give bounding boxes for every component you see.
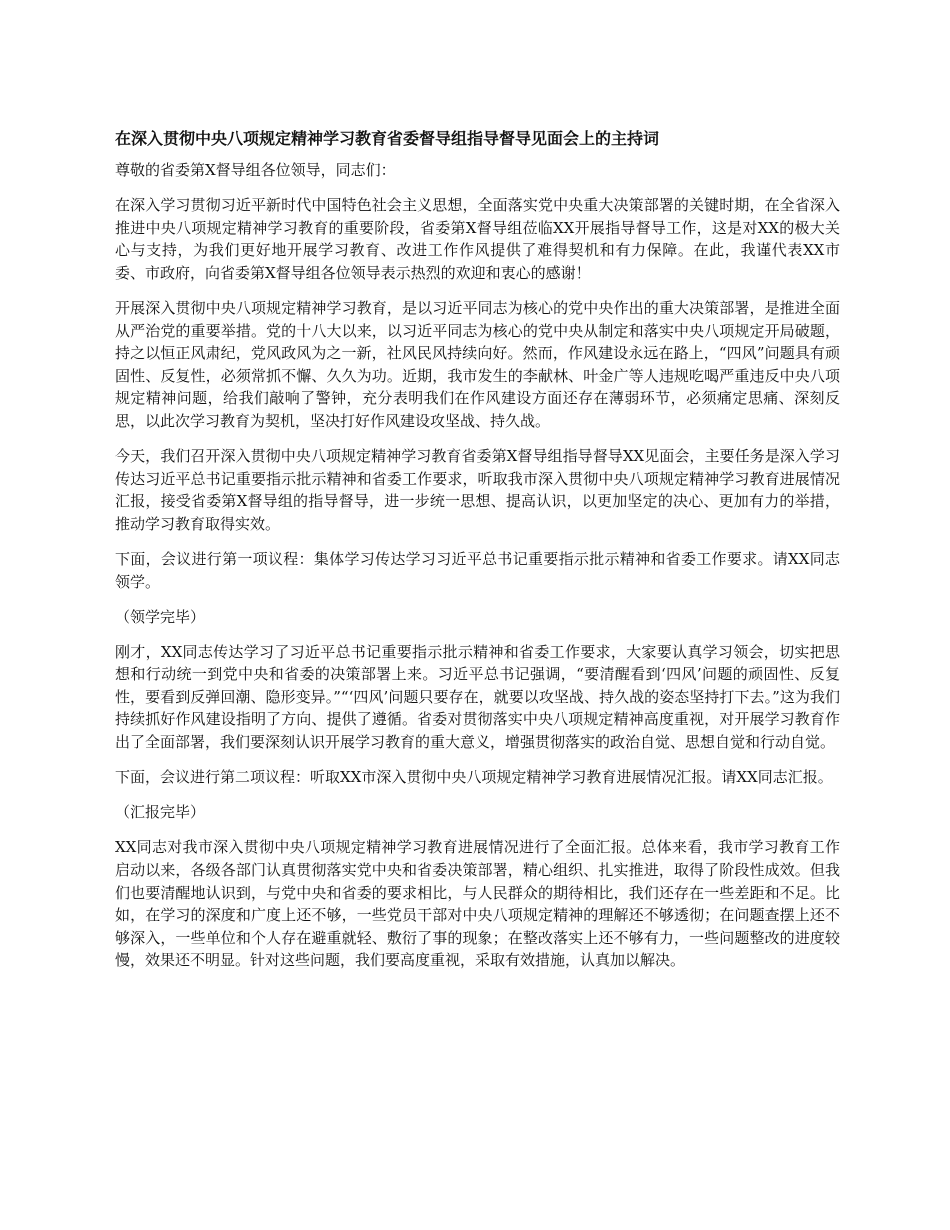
paragraph-report-finished: （汇报完毕）: [115, 803, 206, 822]
paragraph-study-finished: （领学完毕）: [115, 607, 206, 626]
paragraph-agenda-item-2: 下面，会议进行第二项议程：听取XX市深入贯彻中央八项规定精神学习教育进展情况汇报。请XX同志汇报。: [115, 768, 833, 787]
paragraph-agenda-item-1: 下面，会议进行第一项议程：集体学习传达学习习近平总书记重要指示批示精神和省委工作要求。请XX同志领学。: [115, 549, 840, 591]
paragraph-study-summary: 刚才，XX同志传达学习了习近平总书记重要指示批示精神和省委工作要求，大家要认真学习领会，切实把思想和行动统一到党中央和省委的决策部署上来。习近平总书记强调，“要清醒看到‘四风’问题的顽固性、反复性，要看到反弹回潮、隐形变异。”“‘四风’问题只要存在，就要以攻坚战、持久战的姿态坚持打下去。”这为我们持续抓好作风建设指明了方向、提供了遵循。省委对贯彻落实中央八项规定精神高度重视，对开展学习教育作出了全面部署，我们要深刻认识开展学习教育的重大意义，增强贯彻落实的政治自觉、思想自觉和行动自觉。: [115, 642, 840, 752]
paragraph-welcome: 在深入学习贯彻习近平新时代中国特色社会主义思想，全面落实党中央重大决策部署的关键时期，在全省深入推进中央八项规定精神学习教育的重要阶段，省委第X督导组莅临XX开展指导督导工作，这是对XX的极大关心与支持，为我们更好地开展学习教育、改进工作作风提供了难得契机和有力保障。在此，我谨代表XX市委、市政府，向省委第X督导组各位领导表示热烈的欢迎和衷心的感谢！: [115, 196, 840, 282]
greeting: 尊敬的省委第X督导组各位领导，同志们：: [115, 161, 396, 179]
document-title: 在深入贯彻中央八项规定精神学习教育省委督导组指导督导见面会上的主持词: [115, 129, 660, 148]
paragraph-significance: 开展深入贯彻中央八项规定精神学习教育，是以习近平同志为核心的党中央作出的重大决策部署，是推进全面从严治党的重要举措。党的十八大以来，以习近平同志为核心的党中央从制定和落实中央八项规定开局破题，持之以恒正风肃纪，党风政风为之一新，社风民风持续向好。然而，作风建设永远在路上，“四风”问题具有顽固性、反复性，必须常抓不懈、久久为功。近期，我市发生的李献林、叶金广等人违规吃喝严重违反中央八项规定精神问题，给我们敲响了警钟，充分表明我们在作风建设方面还存在薄弱环节，必须痛定思痛、深刻反思，以此次学习教育为契机，坚决打好作风建设攻坚战、持久战。: [115, 298, 840, 430]
document-page: [115, 128, 840, 984]
paragraph-meeting-task: 今天，我们召开深入贯彻中央八项规定精神学习教育省委第X督导组指导督导XX见面会，主要任务是深入学习传达习近平总书记重要指示批示精神和省委工作要求，听取我市深入贯彻中央八项规定精神学习教育进展情况汇报，接受省委第X督导组的指导督导，进一步统一思想、提高认识，以更加坚定的决心、更加有力的举措，推动学习教育取得实效。: [115, 447, 840, 533]
paragraph-report-summary: XX同志对我市深入贯彻中央八项规定精神学习教育进展情况进行了全面汇报。总体来看，我市学习教育工作启动以来，各级各部门认真贯彻落实党中央和省委决策部署，精心组织、扎实推进，取得了阶段性成效。但我们也要清醒地认识到，与党中央和省委的要求相比，与人民群众的期待相比，我们还存在一些差距和不足。比如，在学习的深度和广度上还不够，一些党员干部对中央八项规定精神的理解还不够透彻；在问题查摆上还不够深入，一些单位和个人存在避重就轻、敷衍了事的现象；在整改落实上还不够有力，一些问题整改的进度较慢，效果还不明显。针对这些问题，我们要高度重视，采取有效措施，认真加以解决。: [115, 838, 840, 970]
